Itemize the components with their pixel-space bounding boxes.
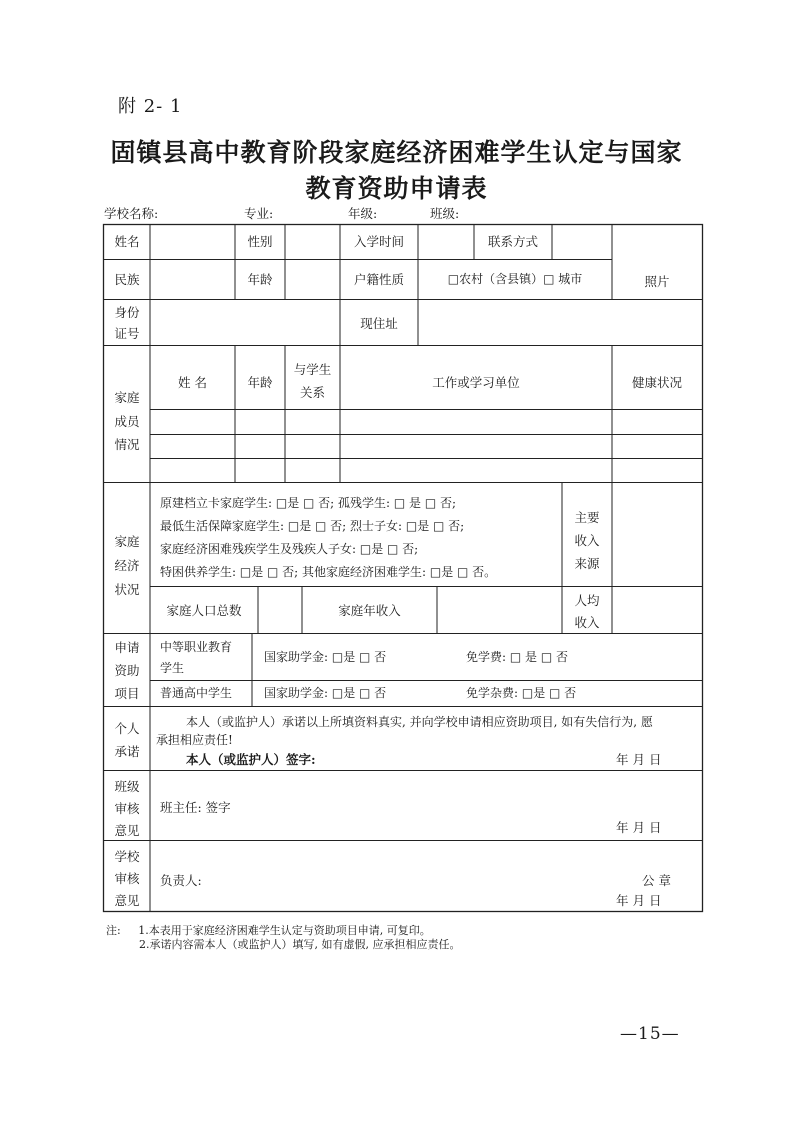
contact-label: 联系方式 — [487, 234, 538, 249]
promise-sign-label: 本人（或监护人）签字: — [186, 752, 316, 767]
enroll-time-label: 入学时间 — [353, 234, 404, 249]
school-review-label-3: 意见 — [114, 893, 140, 908]
id-label-line2: 证号 — [114, 326, 140, 341]
tuition-free: 免学费: □ 是 □ 否 — [466, 650, 568, 664]
state-grant-general: 国家助学金: □是 □ 否 — [264, 686, 387, 700]
hukou-label: 户籍性质 — [353, 272, 404, 287]
gender-label: 性别 — [247, 234, 273, 249]
school-review-date: 年 月 日 — [616, 893, 662, 908]
economy-label-2: 经济 — [114, 558, 140, 573]
note-2: 2.承诺内容需本人（或监护人）填写, 如有虚假, 应承担相应责任。 — [139, 938, 461, 951]
economy-label-3: 状况 — [114, 582, 140, 597]
school-name-label: 学校名称: — [104, 206, 159, 221]
family-label-2: 成员 — [114, 414, 140, 429]
main-income-3: 来源 — [574, 556, 600, 571]
family-col-relation-2: 关系 — [299, 385, 325, 400]
form-title-line2: 教育资助申请表 — [305, 174, 488, 203]
notes-line-1 — [106, 924, 460, 938]
class-review-label-2: 审核 — [114, 801, 140, 816]
economy-line-4: 特困供养学生: □是 □ 否; 其他家庭经济困难学生: □是 □ 否。 — [160, 565, 497, 579]
family-col-relation-1: 与学生 — [293, 362, 332, 377]
school-responsible-label: 负责人: — [160, 873, 202, 888]
page-number: —15— — [620, 1024, 680, 1044]
family-col-health: 健康状况 — [631, 375, 682, 390]
apply-label-3: 项目 — [114, 686, 140, 701]
main-income-1: 主要 — [574, 510, 600, 525]
class-review-date: 年 月 日 — [616, 820, 662, 835]
main-income-2: 收入 — [574, 533, 600, 548]
apply-label-1: 申请 — [114, 640, 140, 655]
vocational-label-1: 中等职业教育 — [160, 640, 233, 654]
promise-text-line1: 本人（或监护人）承诺以上所填资料真实, 并向学校申请相应资助项目, 如有失信行为, 愿 — [186, 715, 653, 729]
notes-line-2 — [106, 938, 460, 952]
fee-free: 免学杂费: □是 □ 否 — [466, 686, 577, 700]
age-label: 年龄 — [247, 272, 273, 287]
school-seal-label: 公 章 — [642, 873, 671, 888]
note-1: 1.本表用于家庭经济困难学生认定与资助项目申请, 可复印。 — [138, 924, 431, 937]
economy-line-1: 原建档立卡家庭学生: □是 □ 否; 孤残学生: □ 是 □ 否; — [160, 496, 457, 510]
per-capita-2: 收入 — [574, 615, 600, 630]
annual-income-label: 家庭年收入 — [338, 603, 401, 618]
economy-line-3: 家庭经济困难残疾学生及残疾人子女: □是 □ 否; — [160, 542, 419, 556]
attachment-label: 附 2- 1 — [118, 96, 183, 117]
hukou-options: □农村（含县镇）□ 城市 — [447, 272, 583, 286]
promise-text-line2: 承担相应责任! — [156, 733, 233, 747]
name-label: 姓名 — [114, 234, 140, 249]
class-review-label-3: 意见 — [114, 823, 140, 838]
promise-label-1: 个人 — [114, 721, 140, 736]
class-teacher-sign: 班主任: 签字 — [160, 800, 231, 815]
per-capita-1: 人均 — [574, 593, 600, 608]
apply-label-2: 资助 — [114, 663, 140, 678]
promise-date: 年 月 日 — [616, 752, 662, 767]
class-review-label-1: 班级 — [114, 779, 140, 794]
family-col-work: 工作或学习单位 — [432, 375, 520, 390]
photo-label: 照片 — [644, 274, 670, 289]
economy-label-1: 家庭 — [114, 534, 140, 549]
school-review-label-1: 学校 — [114, 849, 140, 864]
family-col-age: 年龄 — [247, 375, 273, 390]
promise-label-2: 承诺 — [114, 744, 140, 759]
grade-label: 年级: — [348, 206, 378, 221]
general-label: 普通高中学生 — [160, 686, 233, 700]
family-label-3: 情况 — [114, 437, 140, 452]
state-grant-vocational: 国家助学金: □是 □ 否 — [264, 650, 387, 664]
address-label: 现住址 — [360, 316, 398, 331]
notes-prefix: 注: — [106, 924, 121, 937]
form-title-line1: 固镇县高中教育阶段家庭经济困难学生认定与国家 — [110, 138, 683, 167]
class-label: 班级: — [430, 206, 460, 221]
school-review-label-2: 审核 — [114, 871, 140, 886]
form-notes — [106, 924, 460, 952]
id-label-line1: 身份 — [114, 305, 140, 320]
family-col-name: 姓 名 — [178, 375, 207, 390]
economy-line-2: 最低生活保障家庭学生: □是 □ 否; 烈士子女: □是 □ 否; — [160, 519, 465, 533]
vocational-label-2: 学生 — [160, 661, 185, 675]
major-label: 专业: — [244, 206, 274, 221]
family-label-1: 家庭 — [114, 390, 140, 405]
family-size-label: 家庭人口总数 — [166, 603, 242, 618]
ethnicity-label: 民族 — [114, 272, 140, 287]
